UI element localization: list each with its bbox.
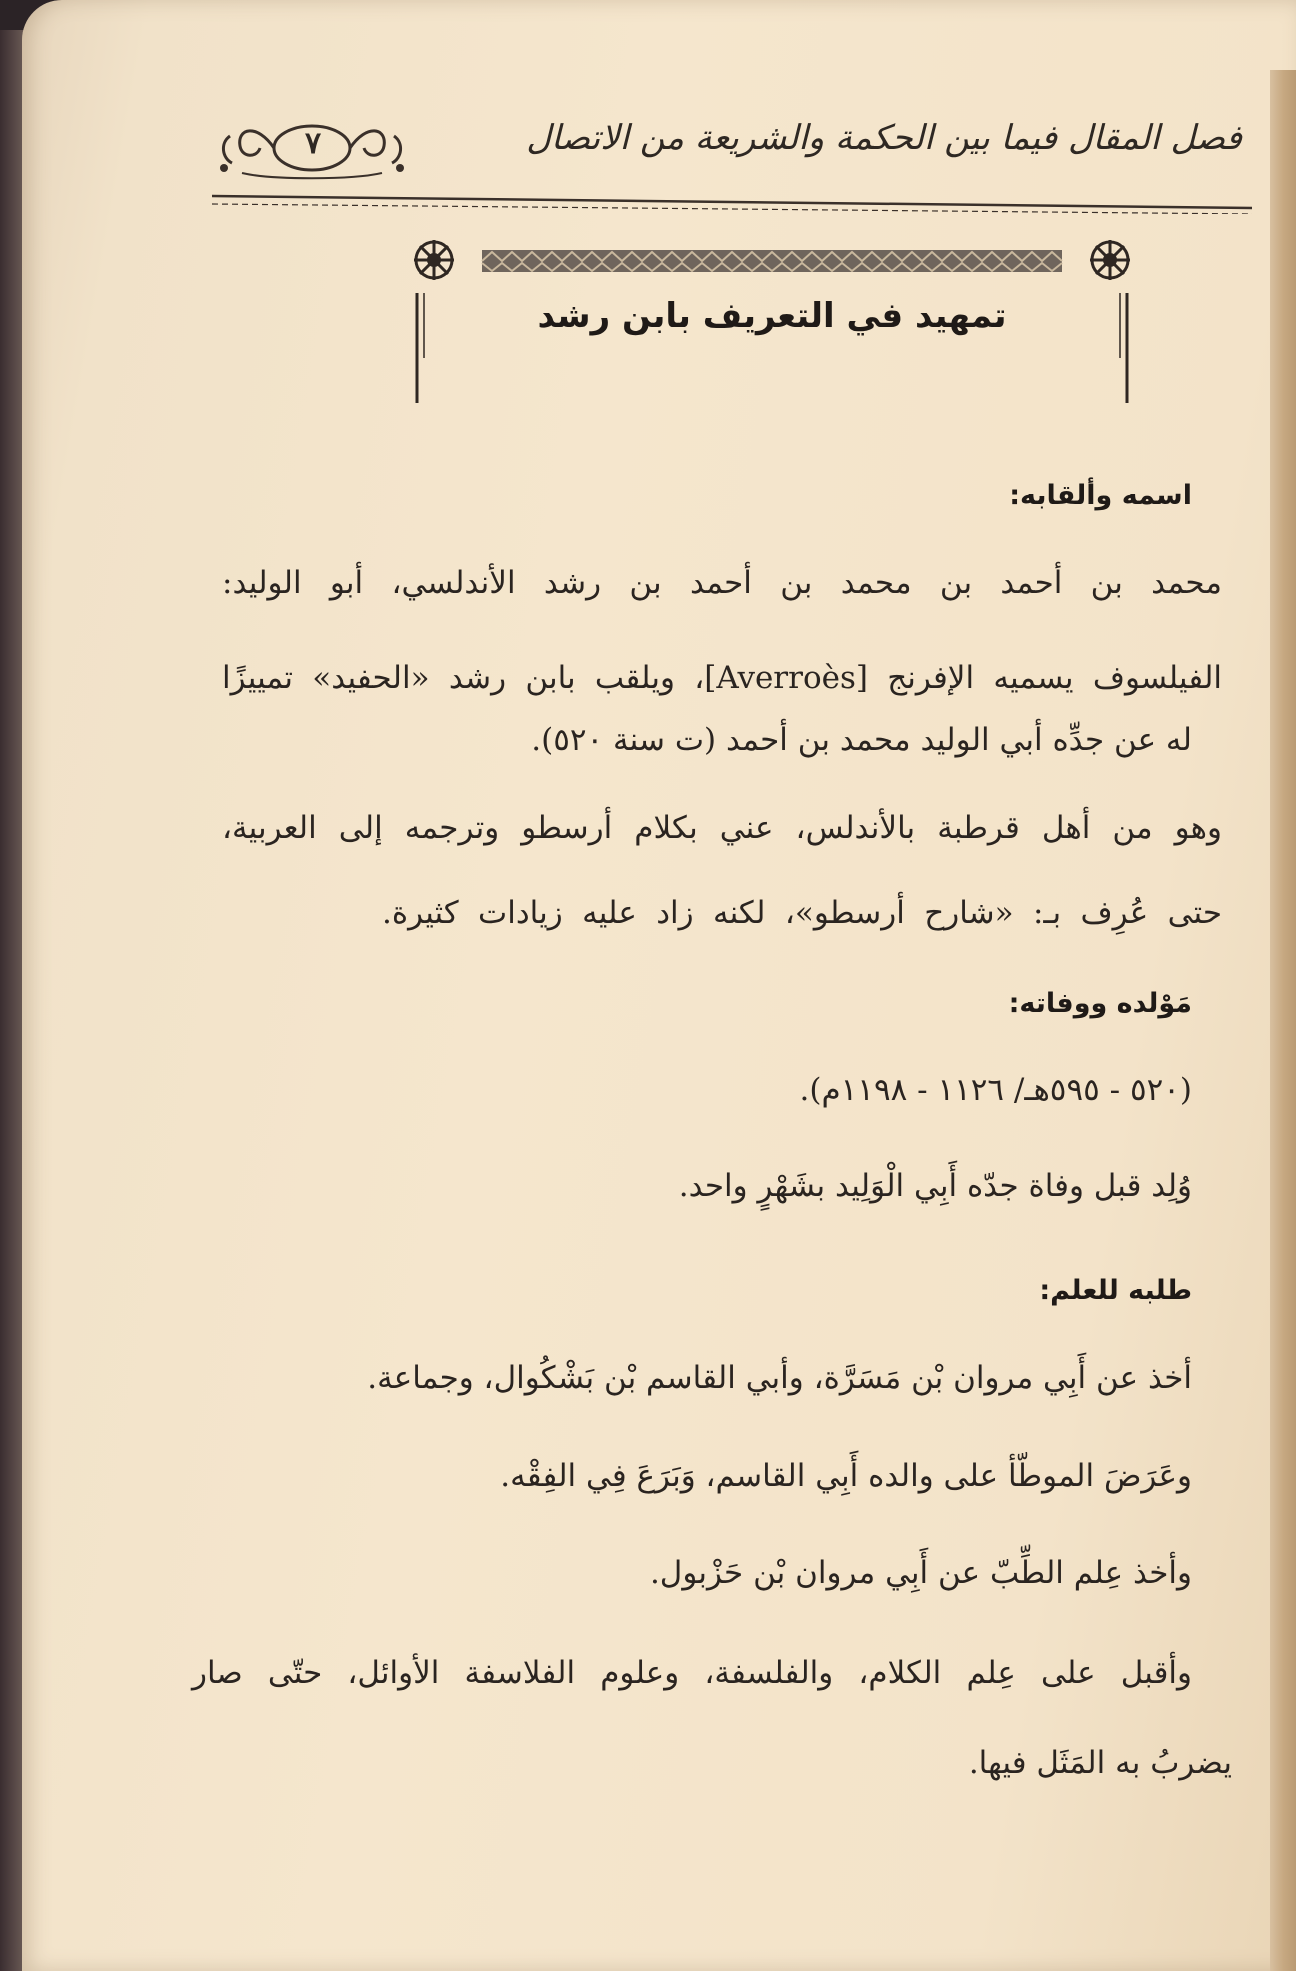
section-heading-birth: مَوْلده ووفاته: bbox=[1008, 988, 1192, 1019]
paragraph-line: (٥٢٠ - ٥٩٥هـ/ ١١٢٦ - ١١٩٨م). bbox=[799, 1072, 1192, 1108]
paragraph-line: وأقبل على عِلم الكلام، والفلسفة، وعلوم الفلاسفة الأوائل، حتّى صار bbox=[192, 1655, 1192, 1691]
running-header bbox=[212, 118, 1252, 228]
paragraph-line: وعَرَضَ الموطّأ على والده أَبِي القاسم، وَبَرَعَ فِي الفِقْه. bbox=[500, 1458, 1192, 1494]
paragraph-line: وأخذ عِلم الطِّبّ عن أَبِي مروان بْن حَزْبول. bbox=[649, 1555, 1192, 1591]
header-ornamental-rule bbox=[212, 190, 1252, 214]
paragraph-line: وهو من أهل قرطبة بالأندلس، عني بكلام أرسطو وترجمه إلى العربية، bbox=[222, 810, 1222, 846]
paragraph-line: الفيلسوف يسميه الإفرنج [Averroès]، ويلقب بابن رشد «الحفيد» تمييزًا bbox=[222, 660, 1222, 696]
paragraph-line: محمد بن أحمد بن محمد بن أحمد بن رشد الأندلسي، أبو الوليد: bbox=[222, 565, 1222, 601]
page-content bbox=[192, 0, 1252, 1971]
running-title: فصل المقال فيما بين الحكمة والشريعة من الاتصال bbox=[526, 118, 1242, 158]
section-heading-studies: طلبه للعلم: bbox=[1039, 1275, 1192, 1306]
page-number: ٧ bbox=[304, 126, 322, 161]
paragraph-line: أخذ عن أَبِي مروان بْن مَسَرَّة، وأبي القاسم بْن بَشْكُوال، وجماعة. bbox=[367, 1360, 1192, 1396]
paragraph-line: يضربُ به المَثَل فيها. bbox=[968, 1745, 1232, 1781]
page-stack-edge bbox=[1270, 70, 1296, 1971]
paragraph-line: وُلِد قبل وفاة جدّه أَبِي الْوَلِيد بشَهْرٍ واحد. bbox=[678, 1168, 1192, 1204]
paragraph-line: حتى عُرِف بـ: «شارح أرسطو»، لكنه زاد عليه زيادات كثيرة. bbox=[382, 895, 1222, 931]
chapter-heading-box bbox=[412, 238, 1132, 403]
paragraph-line: له عن جدِّه أبي الوليد محمد بن أحمد (ت سنة ٥٢٠). bbox=[531, 722, 1192, 758]
book-page bbox=[22, 0, 1296, 1971]
section-heading-name: اسمه وألقابه: bbox=[1009, 480, 1192, 511]
chapter-title: تمهيد في التعريف بابن رشد bbox=[537, 296, 1007, 336]
